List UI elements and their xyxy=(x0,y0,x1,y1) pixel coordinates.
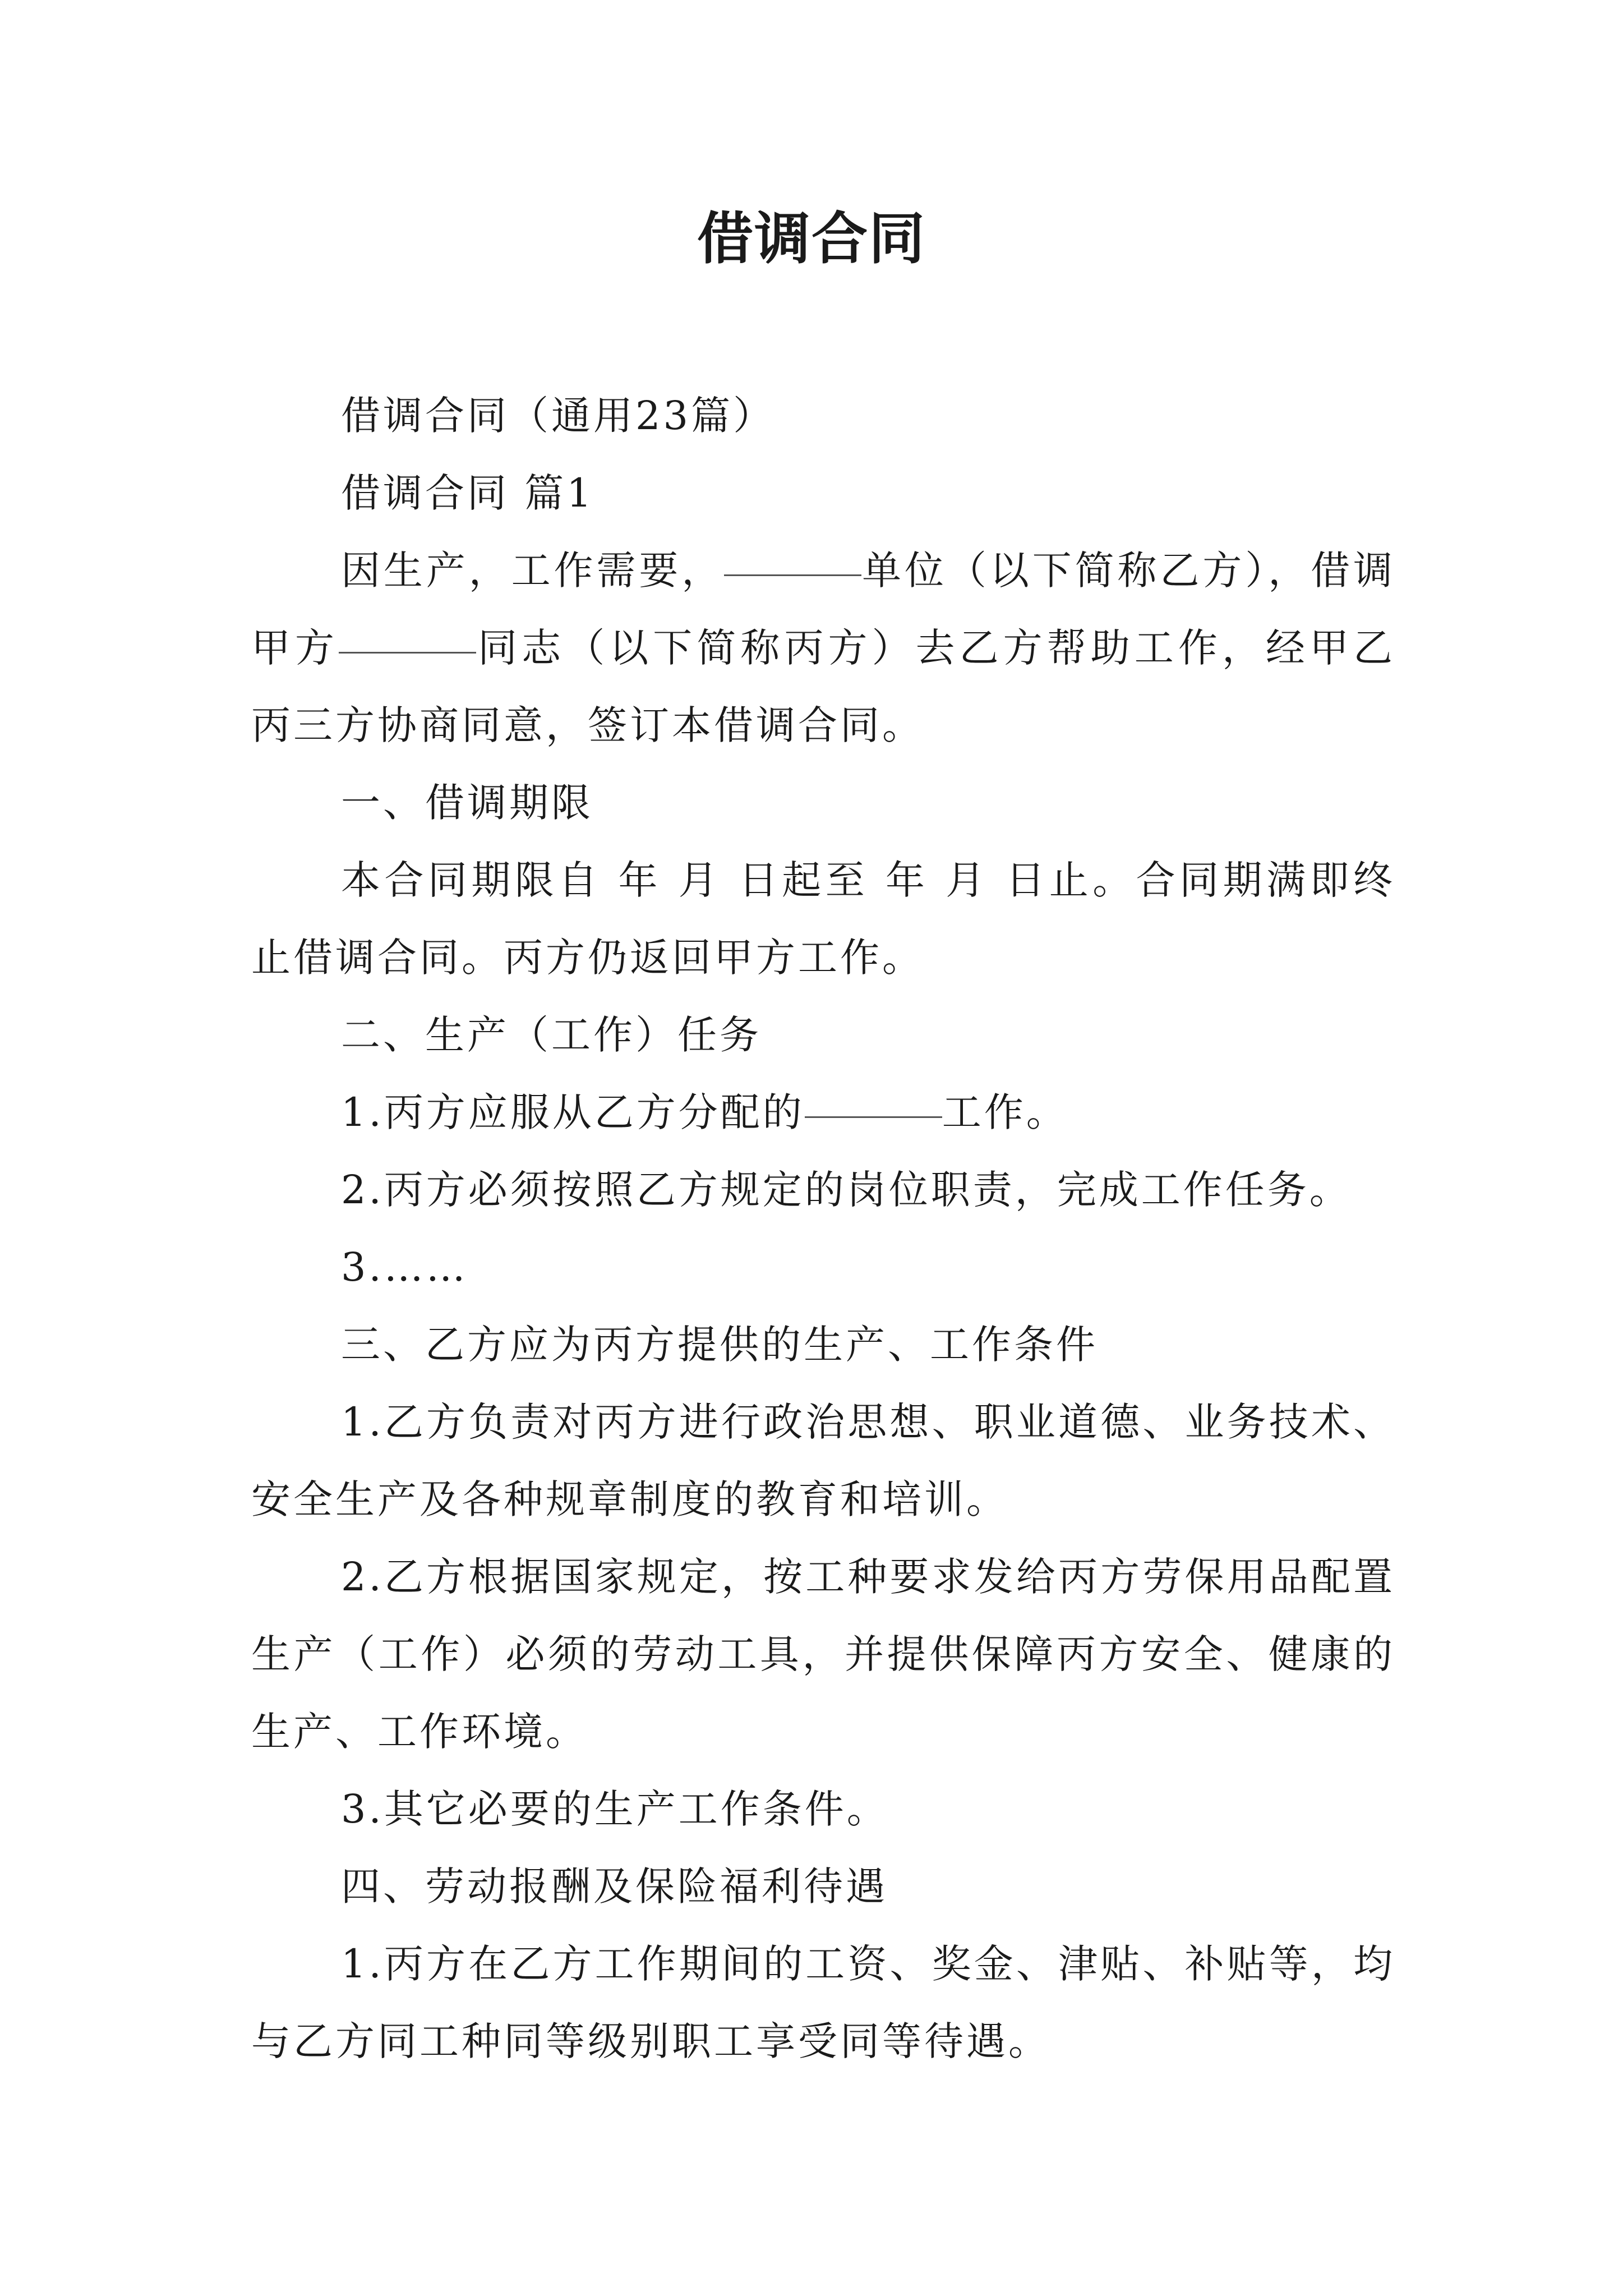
document-subtitle: 借调合同（通用23篇） xyxy=(341,393,776,439)
intro-text-2: 单位（以下简称乙方），借调甲方 xyxy=(251,547,1396,671)
document-body xyxy=(251,377,1395,2080)
item-text: 1.丙方应服从乙方分配的 xyxy=(341,1089,805,1135)
document-title: 借调合同 xyxy=(697,205,926,272)
section-1-paragraph: 本合同期限自 年 月 日起至 年 月 日止。合同期满即终止借调合同。丙方仍返回甲方工作。 xyxy=(251,857,1395,981)
section-2-title: 二、生产（工作）任务 xyxy=(341,1012,762,1058)
intro-text-1: 因生产，工作需要， xyxy=(341,547,725,593)
section-4-title: 四、劳动报酬及保险福利待遇 xyxy=(341,1864,888,1910)
blank-field xyxy=(724,541,861,576)
blank-field xyxy=(339,618,476,654)
blank-field xyxy=(805,1083,942,1118)
section-3-title: 三、乙方应为丙方提供的生产、工作条件 xyxy=(341,1322,1098,1368)
section-1-title: 一、借调期限 xyxy=(341,780,593,826)
item-text: 工作。 xyxy=(942,1089,1068,1135)
section-3-item-2: 2.乙方根据国家规定，按工种要求发给丙方劳保用品配置生产（工作）必须的劳动工具，并提供保障丙方安全、健康的生产、工作环境。 xyxy=(251,1554,1395,1755)
section-heading: 借调合同 篇1 xyxy=(341,470,594,516)
section-4-item-1: 1.丙方在乙方工作期间的工资、奖金、津贴、补贴等，均与乙方同工种同等级别职工享受同等待遇。 xyxy=(251,1941,1395,2064)
section-3-item-3: 3.其它必要的生产工作条件。 xyxy=(341,1786,889,1832)
section-2-item-2: 2.丙方必须按照乙方规定的岗位职责，完成工作任务。 xyxy=(341,1167,1352,1213)
section-2-item-3: 3.…… xyxy=(341,1244,468,1290)
intro-text-3: 同志（以下简称丙方）去乙方帮助工作，经甲乙丙三方协商同意，签订本借调合同。 xyxy=(251,625,1396,748)
intro-paragraph xyxy=(251,532,1395,764)
section-3-item-1: 1.乙方负责对丙方进行政治思想、职业道德、业务技术、安全生产及各种规章制度的教育和培训。 xyxy=(251,1399,1395,1522)
section-2-item-1 xyxy=(251,1074,1395,1151)
